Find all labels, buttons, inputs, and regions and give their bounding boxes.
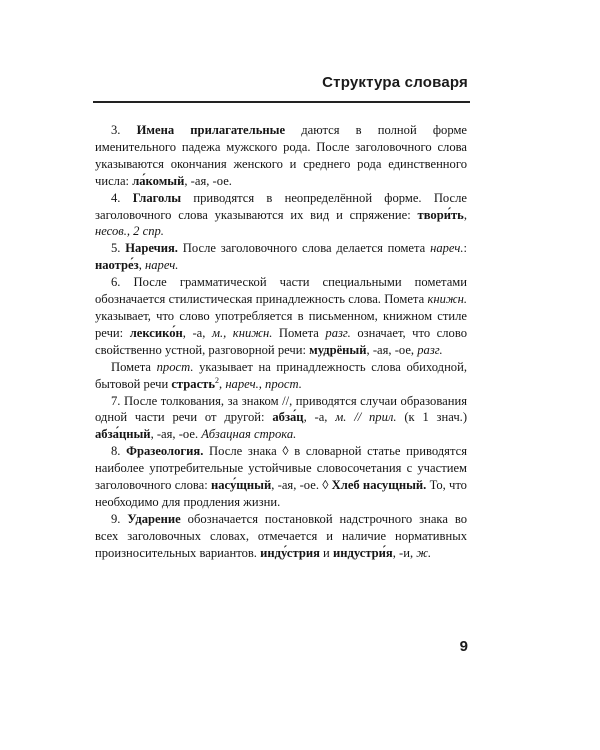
usage-mark: книжн. [427,292,467,307]
paragraph-text: : [463,241,467,256]
running-head-title: Структура словаря [322,74,468,91]
paragraph-text: После грамматической части специальными пометами обозначается стилистическая принадлежность слова. Помета [95,275,467,307]
grammar-note: несов., 2 спр. [95,224,164,239]
paragraph-text: приводятся в неопределённой форме. После заголовочного слова указываются их вид и спряжение: [95,190,467,222]
example-word: лексико́н [129,325,183,340]
term-adverbs: Наречия. [125,241,178,256]
paragraph-text: То, что необходимо для продления жизни. [95,478,467,509]
example-word: абза́ц [272,410,304,425]
item-number: 4. [111,190,121,205]
example-phrase: Хлеб насущный. [331,478,427,493]
paragraph-text: и [319,545,333,560]
paragraph-text: обозначается постановкой надстрочного знака во всех заголовочных словах, отмечается и наличие нормативных произносительных вариантов. [95,511,467,560]
paragraph-text: указывает, что слово употребляется в письменном, книжном стиле речи: [95,308,467,340]
item-number: 3. [111,123,121,137]
example-word: ла́комый [132,173,185,188]
grammar-note: ж. [416,545,432,560]
example-word: наотре́з [95,258,139,273]
paragraph-text: Помета [272,325,326,340]
item-number: 8. [111,444,121,459]
paragraph-text: После знака ◊ в словарной статье приводятся наиболее употребительные устойчивые словосочетания с участием заголовочного слова: [95,444,467,493]
term-stress: Ударение [127,511,181,526]
paragraph-text: , -а, [182,325,212,340]
paragraph-style-marks [95,274,467,359]
paragraph-text: , -ая, -ое. ◊ [271,478,332,493]
paragraph-derivation [95,393,467,444]
paragraph-text: Помета [111,359,157,374]
usage-mark: нареч. [430,241,464,256]
header-rule [93,101,470,103]
term-verbs: Глаголы [132,190,182,205]
term-adjectives: Имена прилагательные [136,123,286,137]
paragraph-adjectives [95,122,467,190]
paragraph-text: , -ая, -ое, [366,342,418,357]
usage-mark: прост. [156,359,194,374]
paragraph-text: После толкования, за знаком //, приводятся случаи образования одной части речи от другой: [95,393,467,425]
grammar-note: разг. [417,342,443,357]
example-word: инду́стрия [260,545,320,560]
grammar-note: нареч. [144,258,179,273]
paragraph-stress [95,511,467,562]
paragraph-text: , -а, [303,410,336,425]
grammar-note: м., книжн. [211,325,273,340]
item-number: 6. [111,275,121,290]
paragraph-text: даются в полной форме именительного падежа мужского рода. После заголовочного слова указываются окончания женского и среднего рода единственного числа: [95,123,467,188]
homonym-index: 2 [215,375,220,385]
usage-mark: разг. [325,325,351,340]
paragraph-text: , -ая, -ое. [184,173,232,188]
paragraph-colloquial-mark [95,359,467,393]
paragraph-text: , [138,258,145,273]
example-word: страсть [171,376,216,391]
item-number: 5. [111,241,121,256]
page-number: 9 [459,638,468,655]
paragraph-text: означает, что слово свойственно устной, разговорной речи: [95,325,468,357]
paragraph-adverbs [95,240,467,274]
usage-example: Абзацная строка. [201,427,297,442]
paragraph-text: , [463,207,467,222]
paragraph-text: , -ая, -ое. [150,427,202,442]
paragraph-text: (к 1 знач.) [396,410,468,425]
example-word: твори́ть [417,207,464,222]
grammar-note: м. // прил. [335,410,397,425]
paragraph-text: После заголовочного слова делается помета [177,241,431,256]
item-number: 7. [111,393,121,408]
paragraph-text: , [219,376,226,391]
example-word: мудрёный [309,342,367,357]
example-word: индустри́я [332,545,393,560]
term-phraseology: Фразеология. [126,444,204,459]
paragraph-phraseology [95,443,467,511]
page-body [95,122,467,562]
item-number: 9. [111,511,121,526]
paragraph-text: указывает на принадлежность слова обиходной, бытовой речи [95,359,467,391]
example-word: насу́щный [210,478,272,493]
grammar-note: нареч., прост. [225,376,302,391]
example-word: абза́цный [95,427,151,442]
paragraph-text: , -и, [392,545,417,560]
paragraph-verbs [95,190,467,241]
